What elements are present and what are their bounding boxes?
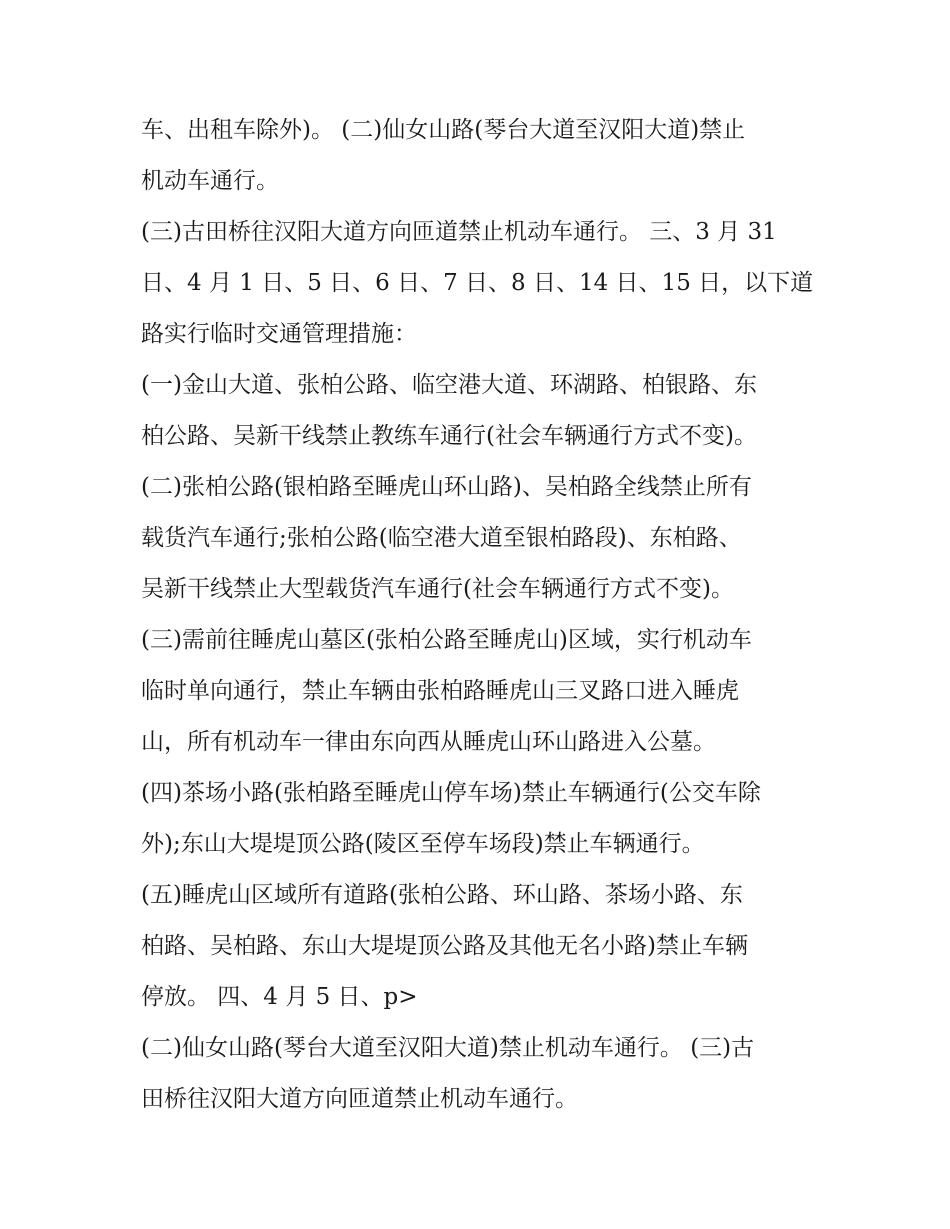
text-line-12: 临时单向通行，禁止车辆由张柏路睡虎山三叉路口进入睡虎: [141, 678, 739, 704]
text-line-16: (五)睡虎山区域所有道路(张柏公路、环山路、茶场小路、东: [141, 882, 743, 908]
text-line-20: 田桥往汉阳大道方向匝道禁止机动车通行。: [141, 1086, 578, 1112]
text-line-8: (二)张柏公路(银柏路至睡虎山环山路)、吴柏路全线禁止所有: [141, 474, 752, 500]
text-line-14: (四)茶场小路(张柏路至睡虎山停车场)禁止车辆通行(公交车除: [141, 780, 761, 806]
text-line-5: 路实行临时交通管理措施：: [141, 321, 417, 347]
text-line-13: 山，所有机动车一律由东向西从睡虎山环山路进入公墓。: [141, 729, 716, 755]
text-line-9: 载货汽车通行;张柏公路(临空港大道至银柏路段)、东柏路、: [141, 525, 742, 551]
text-line-18: 停放。 四、4 月 5 日、p>: [141, 984, 418, 1010]
text-line-7: 柏公路、吴新干线禁止教练车通行(社会车辆通行方式不变)。: [141, 423, 757, 449]
text-line-19: (二)仙女山路(琴台大道至汉阳大道)禁止机动车通行。 (三)古: [141, 1035, 755, 1061]
text-line-17: 柏路、吴柏路、东山大堤堤顶公路及其他无名小路)禁止车辆: [141, 933, 748, 959]
text-line-15: 外);东山大堤堤顶公路(陵区至停车场段)禁止车辆通行。: [141, 831, 705, 857]
text-line-1: 车、出租车除外)。 (二)仙女山路(琴台大道至汉阳大道)禁止: [141, 117, 746, 143]
text-line-11: (三)需前往睡虎山墓区(张柏公路至睡虎山)区域，实行机动车: [141, 627, 752, 653]
text-line-10: 吴新干线禁止大型载货汽车通行(社会车辆通行方式不变)。: [141, 576, 734, 602]
text-line-6: (一)金山大道、张柏公路、临空港大道、环湖路、柏银路、东: [141, 372, 757, 398]
text-line-4: 日、4 月 1 日、5 日、6 日、7 日、8 日、14 日、15 日，以下道: [141, 270, 814, 296]
text-line-3: (三)古田桥往汉阳大道方向匝道禁止机动车通行。 三、3 月 31: [141, 219, 777, 245]
text-line-2: 机动车通行。: [141, 168, 279, 194]
